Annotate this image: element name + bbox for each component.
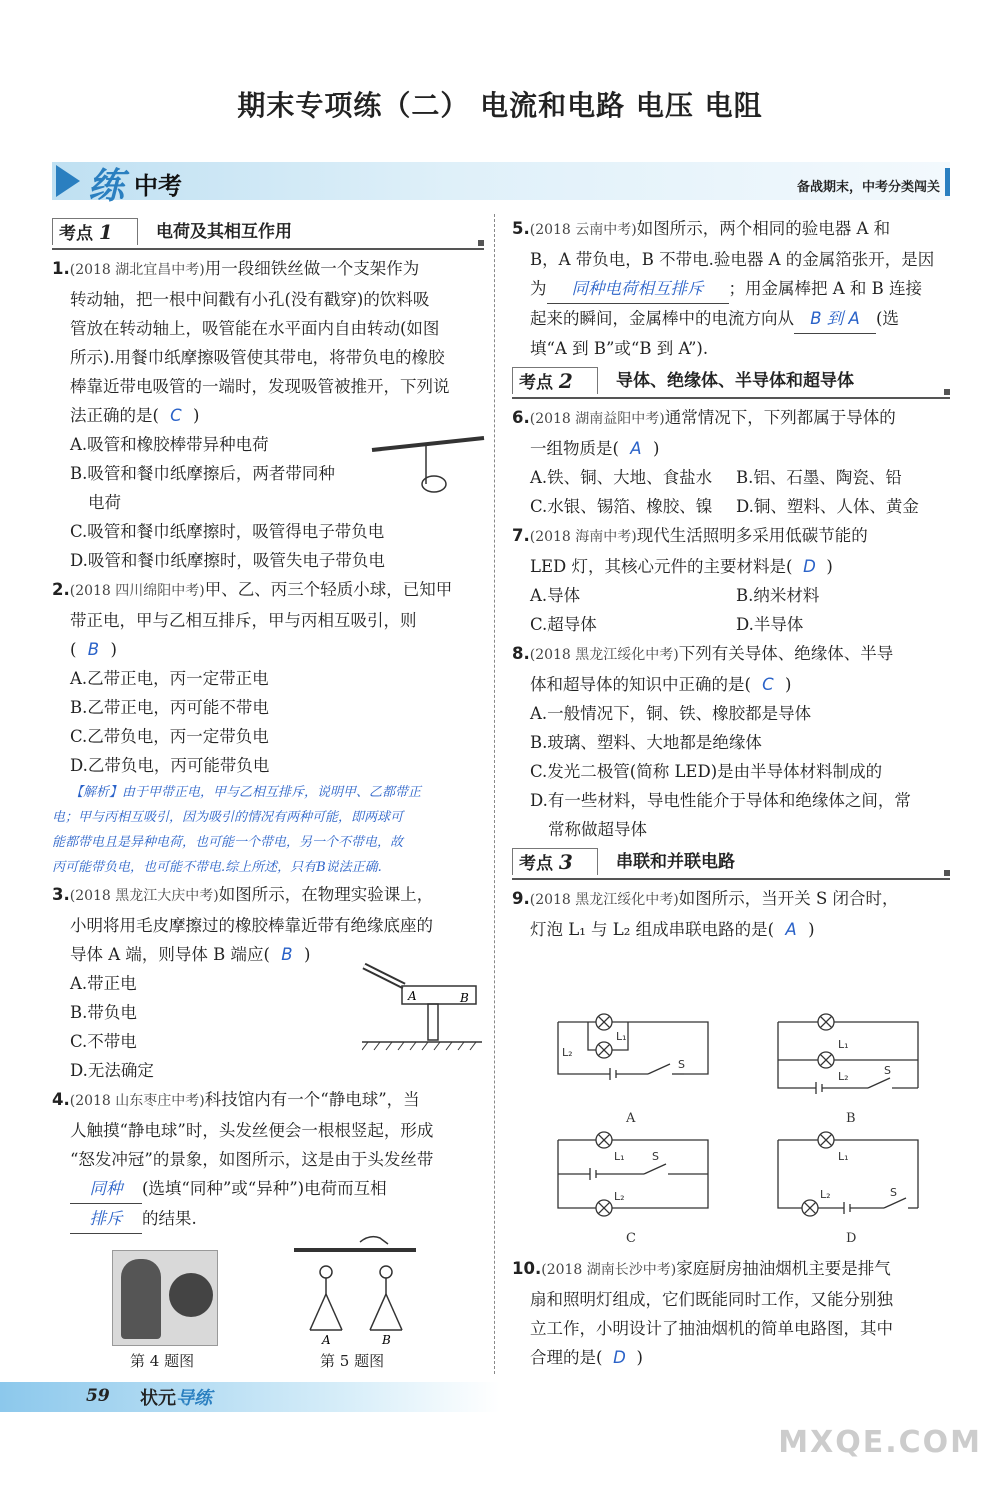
svg-text:A: A bbox=[322, 1333, 331, 1347]
answer-q6: A bbox=[630, 439, 642, 458]
svg-text:S: S bbox=[884, 1064, 891, 1077]
svg-text:A: A bbox=[408, 989, 417, 1003]
q3-figure bbox=[362, 962, 484, 1054]
question-3: 3.(2018 黑龙江大庆中考)如图所示，在物理实验课上， 小明将用毛皮摩擦过的橡胶棒靠近带有绝缘底座的 导体 A 端，则导体 B 端应( B ) A.带正电 B.带负电 C.不带电 D.无法确定 bbox=[52, 885, 434, 1080]
svg-text:D: D bbox=[846, 1231, 857, 1246]
caption-q5: 第 5 题图 bbox=[320, 1352, 385, 1370]
page-number: 59 bbox=[86, 1386, 110, 1406]
question-5: 5.(2018 云南中考)如图所示，两个相同的验电器 A 和 B，A 带负电，B 不带电.验电器 A 的金属箔张开，是因 为 同种电荷相互排斥 ；用金属棒把 A 和 B 连接 起来的瞬间，金属棒中的电流方向从 B 到 A (选 填“A 到 B”或“B 到 A”). bbox=[512, 219, 935, 358]
svg-text:L₁: L₁ bbox=[838, 1150, 849, 1163]
answer-q7: D bbox=[803, 557, 816, 576]
banner-lian: 练 bbox=[88, 165, 125, 207]
section-banner bbox=[52, 162, 950, 207]
svg-text:L₂: L₂ bbox=[562, 1046, 573, 1059]
blank-q4-1: 同种 bbox=[70, 1174, 142, 1204]
question-6: 6.(2018 湖南益阳中考)通常情况下，下列都属于导体的 一组物质是( A ) A.铁、铜、大地、食盐水 B.铝、石墨、陶瓷、铅 C.水银、锡箔、橡胶、镍 D.铜、塑料、人体、黄金 bbox=[512, 408, 919, 516]
kaodian-2: 考点 2 导体、绝缘体、半导体和超导体 bbox=[512, 367, 950, 399]
svg-text:A: A bbox=[626, 1111, 636, 1126]
kaodian-1-title: 电荷及其相互作用 bbox=[156, 222, 292, 242]
kaodian-2-title: 导体、绝缘体、半导体和超导体 bbox=[616, 371, 854, 391]
analysis-q2: 【解析】由于甲带正电，甲与乙相互排斥，说明甲、乙都带正 电；甲与丙相互吸引，因为吸引的情况有两种可能，即两球可 能都带电且是异种电荷，也可能一个带电，另一个不带电，故 丙可能带负电，也可能不带电.综上所述，只有B说法正确. bbox=[52, 785, 422, 875]
question-7: 7.(2018 海南中考)现代生活照明多采用低碳节能的 LED 灯，其核心元件的主要材料是( D ) A.导体 B.纳米材料 C.超导体 D.半导体 bbox=[512, 526, 868, 634]
answer-q9: A bbox=[785, 920, 797, 939]
svg-text:B: B bbox=[382, 1333, 391, 1347]
answer-q10: D bbox=[613, 1348, 626, 1367]
answer-q1: C bbox=[170, 406, 182, 425]
svg-text:B: B bbox=[846, 1111, 856, 1126]
q9-circuits bbox=[548, 1010, 932, 1250]
banner-subtitle: 备战期末，中考分类闯关 bbox=[796, 180, 940, 195]
caption-q4: 第 4 题图 bbox=[130, 1352, 195, 1370]
q4-photo bbox=[112, 1250, 218, 1346]
left-column bbox=[52, 214, 484, 1234]
svg-text:L₁: L₁ bbox=[616, 1030, 627, 1043]
q5-figure bbox=[290, 1232, 422, 1348]
question-4: 4.(2018 山东枣庄中考)科技馆内有一个“静电球”，当 人触摸“静电球”时，头发丝便会一根根竖起，形成 “怒发冲冠”的景象，如图所示，这是由于头发丝带 同种 (选填“同种”或“异种”)电荷而互相 排斥 的结果. bbox=[52, 1085, 484, 1234]
footer-bar bbox=[0, 1382, 500, 1412]
svg-text:L₂: L₂ bbox=[838, 1070, 849, 1083]
answer-q3: B bbox=[281, 945, 293, 964]
answer-q8: C bbox=[762, 675, 774, 694]
question-8: 8.(2018 黑龙江绥化中考)下列有关导体、绝缘体、半导 体和超导体的知识中正确的是( C ) A.一般情况下，铜、铁、橡胶都是导体 B.玻璃、塑料、大地都是绝缘体 C.发光二极管(简称 LED)是由半导体材料制成的 D.有一些材料，导电性能介于导体和绝缘体之间，常 常称做超导体 bbox=[512, 644, 911, 839]
page-title: 期末专项练（二） 电流和电路 电压 电阻 bbox=[237, 89, 763, 122]
watermark: MXQE.COM bbox=[778, 1425, 982, 1460]
svg-text:B: B bbox=[460, 991, 469, 1005]
kaodian-3-title: 串联和并联电路 bbox=[616, 852, 735, 872]
svg-text:C: C bbox=[626, 1231, 636, 1246]
question-1: 1.(2018 湖北宜昌中考)用一段细铁丝做一个支架作为 转动轴，把一根中间戳有小孔(没有戳穿)的饮料吸 管放在转动轴上，吸管能在水平面内自由转动(如图 所示).用餐巾纸摩擦吸管使其带电，将带负电的橡胶 棒靠近带电吸管的一端时，发现吸管被推开，下列说 法正确的是( C ) A.吸管和橡胶棒带异种电荷 B.吸管和餐巾纸摩擦后，两者带同种 电荷 C.吸管和餐巾纸摩擦时，吸管得电子带负电 D.吸管和餐巾纸摩擦时，吸管失电子带负电 bbox=[52, 259, 450, 570]
svg-text:S: S bbox=[890, 1186, 897, 1199]
right-column bbox=[512, 214, 950, 944]
svg-text:S: S bbox=[678, 1058, 685, 1071]
question-10: 10.(2018 湖南长沙中考)家庭厨房抽油烟机主要是排气 扇和照明灯组成，它们既能同时工作，又能分别独 立工作，小明设计了抽油烟机的简单电路图，其中 合理的是( D ) bbox=[512, 1254, 950, 1372]
kaodian-3: 考点 3 串联和并联电路 bbox=[512, 848, 950, 880]
brand-logo: 状元导练 bbox=[140, 1388, 212, 1409]
svg-text:L₂: L₂ bbox=[614, 1190, 625, 1203]
blank-q4-2: 排斥 bbox=[70, 1204, 142, 1234]
banner-bar bbox=[945, 168, 950, 196]
answer-q2: B bbox=[87, 640, 100, 659]
kaodian-1: 考点 1 电荷及其相互作用 bbox=[52, 218, 484, 250]
blank-q5-2: B 到 A bbox=[794, 304, 876, 334]
question-9: 9.(2018 黑龙江绥化中考)如图所示，当开关 S 闭合时， 灯泡 L₁ 与 L₂ 组成串联电路的是( A ) bbox=[512, 884, 950, 944]
banner-zhongkao: 中考 bbox=[134, 172, 182, 200]
question-2: 2.(2018 四川绵阳中考)甲、乙、丙三个轻质小球，已知甲 带正电，甲与乙相互排斥，甲与丙相互吸引，则 ( B ) A.乙带正电，丙一定带正电 B.乙带正电，丙可能不带电 C.乙带负电，丙一定带负电 D.乙带负电，丙可能带负电 【解析】由于甲带正电，甲与乙相互排斥，说明甲、乙都带正 电；甲与丙相互吸引，因为吸引的情况有两种可能，即两球可 能都带电且是异种电荷，也可能一个带电，另一个不带电，故 丙可能带负电，也可能不带电.综上所述，只有B说法正确. bbox=[52, 575, 484, 880]
column-divider bbox=[494, 214, 495, 1374]
svg-text:L₁: L₁ bbox=[838, 1038, 849, 1051]
svg-text:L₂: L₂ bbox=[820, 1188, 831, 1201]
svg-text:L₁: L₁ bbox=[614, 1150, 625, 1163]
svg-text:S: S bbox=[652, 1150, 659, 1163]
blank-q5-1: 同种电荷相互排斥 bbox=[547, 274, 729, 304]
triangle-icon bbox=[56, 165, 80, 197]
q1-figure bbox=[366, 432, 488, 500]
